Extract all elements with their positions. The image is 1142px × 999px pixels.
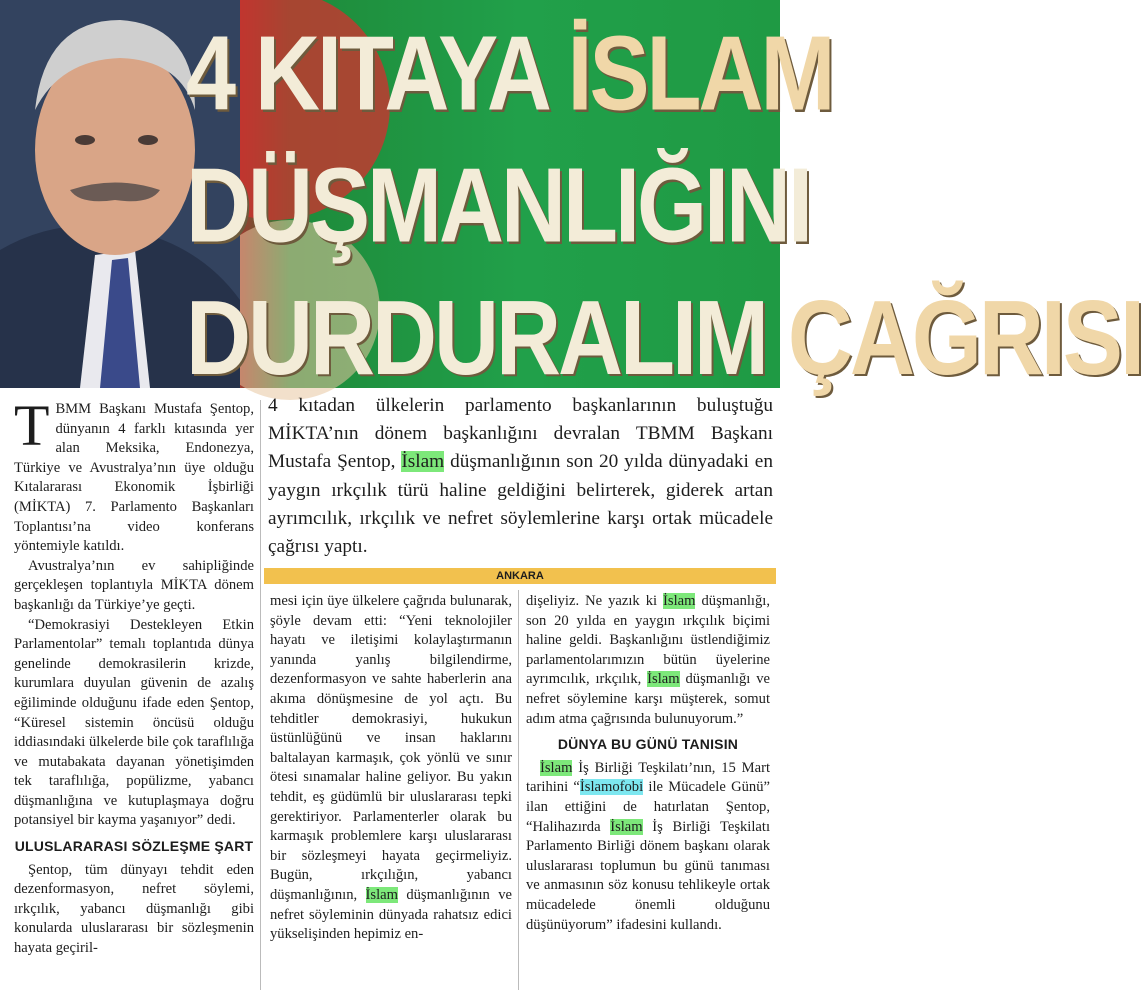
headline (186, 8, 1142, 404)
paragraph: ile Mücadele Günü” ilan ettiğini de hatırlatan Şentop, “Halihazırda (526, 779, 770, 835)
keyword-highlight: İslam (610, 818, 643, 835)
column-divider (518, 590, 519, 990)
subheading: DÜNYA BU GÜNÜ TANISIN (557, 736, 739, 753)
paragraph: dişeliyiz. Ne yazık ki (526, 593, 664, 609)
keyword-highlight-cyan: İslamofobi (579, 779, 644, 796)
headline-line-2: DÜŞMANLIĞINI (186, 147, 810, 266)
lead-text: 4 kıtadan ülkelerin parlamento başkanlarının buluştuğu MİKTA’nın dönem başkanlığını devralan TBMM Başkanı Mustafa Şentop, (268, 395, 773, 473)
headline-line-3-highlight: ÇAĞRISI (787, 279, 1142, 398)
keyword-highlight: İslam (647, 671, 680, 688)
paragraph: BMM Başkanı Mustafa Şentop, dünyanın 4 farklı kıtasında yer alan Meksika, Endonezya, Türkiye ve Avustralya’nın üye olduğu Kıtalararası Ekonomik İşbirliği (MİKTA) 7. Parlamento Başkanları Toplantısı’na video konferans yöntemiyle katıldı. (14, 401, 254, 555)
paragraph: mesi için üye ülkelere çağrıda bulunarak, şöyle devam etti: “Yeni teknolojiler hayatı ve iletişimi kolaylaştırmanın yanında yanlış bilgilendirme, dezenformasyon ve sahte haberlerin ana akıma dönüşmesine de yol açtı. Bu tehditler demokrasiyi, hukukun üstünlüğünü ve insan haklarını baltalayan karmaşık, çok yönlü ve sınır ötesi sınamalar haline geliyor. Bu yakın tehdit, eş güdümlü bir uluslararası tepki gerektiriyor. Parlamenterler olarak bu karmaşık problemlere karşı uluslararası bir sözleşmeyi hayata geçirmeliyiz. Bugün, ırkçılığın, yabancı düşmanlığının, (270, 593, 512, 903)
drop-cap: T (14, 393, 50, 458)
keyword-highlight: İslam (365, 886, 398, 903)
keyword-highlight: İslam (540, 759, 573, 776)
headline-line-1: 4 KITAYA (186, 15, 568, 134)
paragraph: “Demokrasiyi Destekleyen Etkin Parlamentolar” temalı toplantıda dünya genelinde demokrasilerin krizde, kurumlara duyulan güvenin de azalış eğiliminde olduğunu ifade eden Şentop, “Küresel sistemin öncüsü olduğu iddiasındaki ülkelerde bile çok taraflılığa ve mutabakata dayanan yönetişimden tek taraflılığa, popülizme, yabancı düşmanlığına ve kutuplaşmaya doğru potansiyel bir kayma yaşanıyor” dedi. (14, 616, 254, 829)
paragraph: düşmanlığının ve nefret söyleminin dünyada rahatsız edici yükselişinden hepimiz en- (270, 886, 512, 943)
paragraph: Avustralya’nın ev sahipliğinde gerçekleşen toplantıyla MİKTA dönem başkanlığı da Türkiye’ye geçti. (14, 557, 254, 613)
headline-line-1-highlight: İSLAM (567, 15, 833, 134)
paragraph: İş Birliği Teşkilatı’nın, 15 Mart tarihini “ (526, 759, 770, 796)
paragraph: İş Birliği Teşkilatı Parlamento Birliği dönem başkanı olarak uluslararası toplumun bu günü tanıması ve anmasının söz konusu tehlikeyle ortak mücadelede önemli olduğunu düşünüyorum” ifadesini kullandı. (526, 818, 771, 933)
headline-photo-banner (0, 0, 1142, 398)
article-column-2 (270, 592, 512, 945)
lead-paragraph (268, 392, 773, 561)
keyword-highlight: İslam (663, 593, 696, 609)
paragraph: Şentop, tüm dünyayı tehdit eden dezenformasyon, nefret söylemi, ırkçılık, yabancı düşmanlığı gibi konularda uluslararası bir sözleşmenin hayata geçiril- (14, 861, 254, 957)
paragraph: düşmanlığı, son 20 yılda en yaygın ırkçılık biçimi haline geldi. Başkanlığını üstlendiğimiz parlamentolarımızın bütün üyelerine ayrımcılık, ırkçılık, (526, 593, 770, 688)
dateline-bar (264, 568, 776, 584)
dateline: ANKARA (496, 570, 544, 582)
paragraph: düşmanlığı ve nefret söylemine karşı müşterek, somut adım atma çağrısında bulunuyorum.” (526, 671, 770, 727)
article-column-1 (14, 393, 254, 959)
article-column-3 (526, 592, 770, 935)
headline-line-3: DURDURALIM (186, 279, 788, 398)
keyword-highlight: İslam (401, 451, 445, 473)
subheading: ULUSLARARASI SÖZLEŞME ŞART (14, 838, 254, 855)
lead-text: düşmanlığının son 20 yılda dünyadaki en yaygın ırkçılık türü haline geldiğini belirterek, giderek artan ayrımcılık, ırkçılık ve nefret söylemlerine karşı ortak mücadele çağrısı yaptı. (268, 451, 773, 558)
column-divider (260, 400, 261, 990)
